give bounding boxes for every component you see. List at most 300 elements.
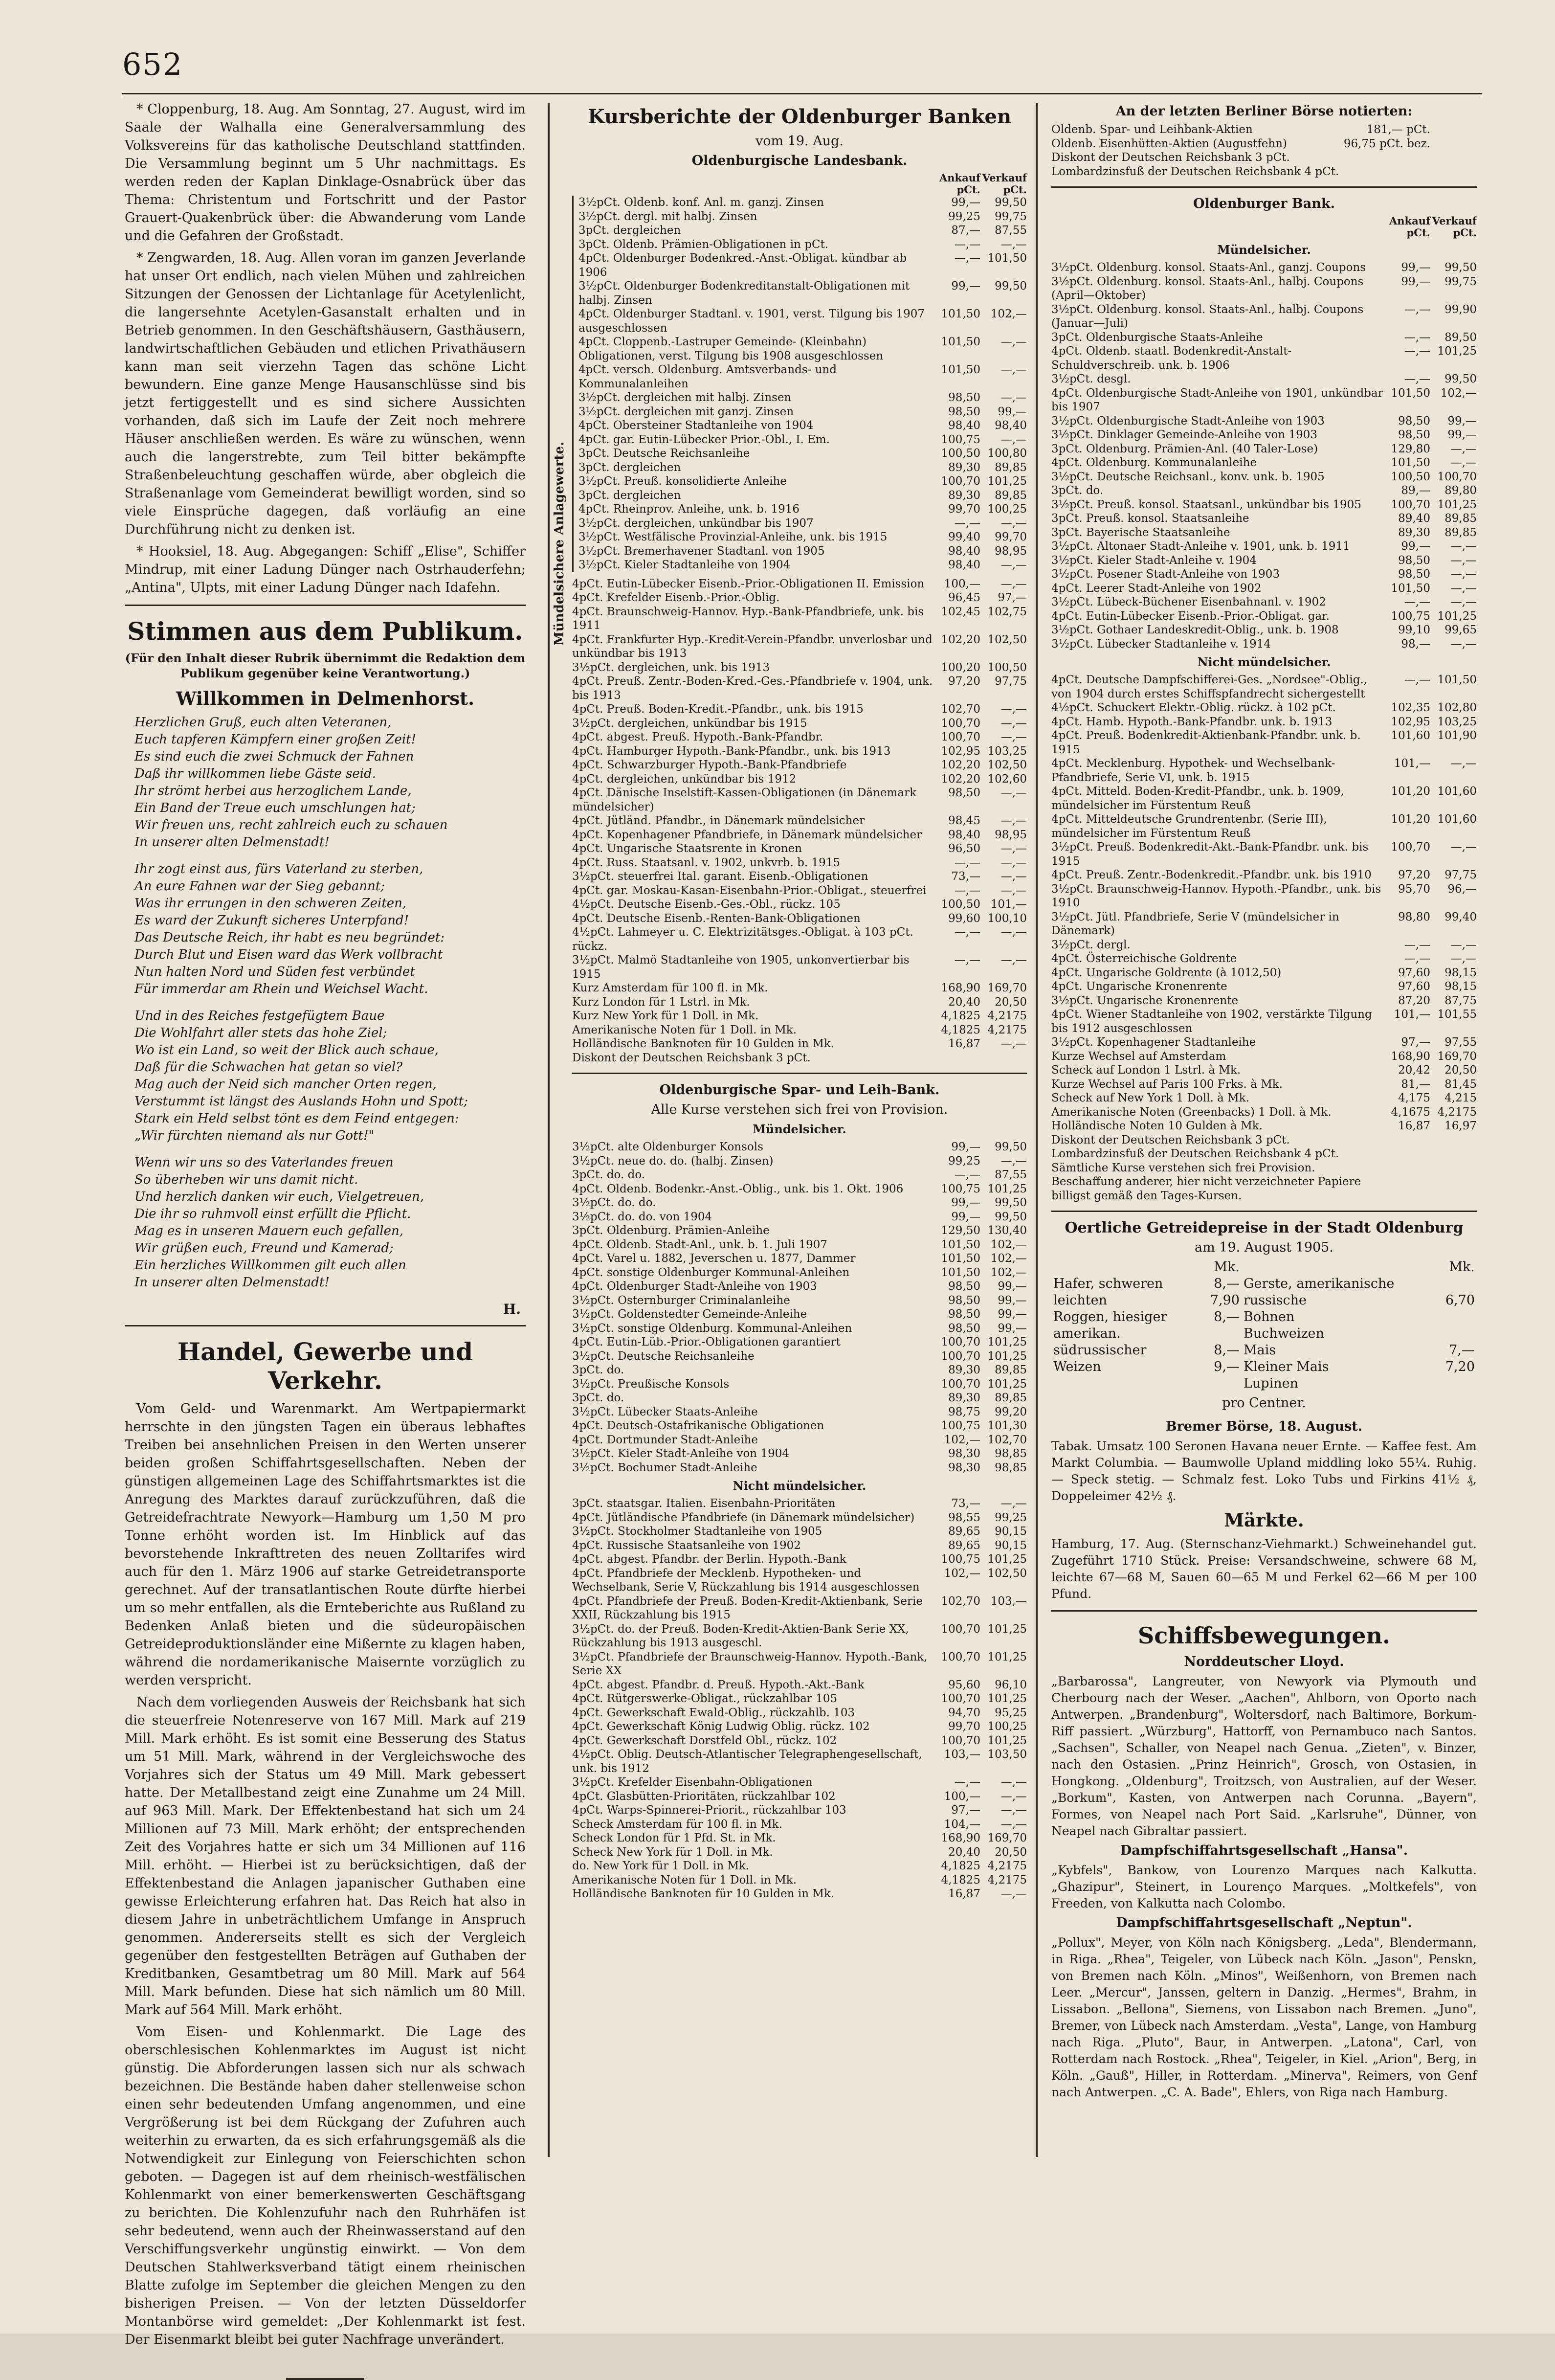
rate-row	[1051, 812, 1477, 840]
nicht-label: Nicht mündelsicher.	[733, 1479, 866, 1493]
rate-sell: —,—	[1000, 884, 1027, 897]
rate-row	[572, 870, 1027, 884]
grain-price	[1429, 1309, 1477, 1325]
rates-title: Kursberichte der Oldenburger Banken	[587, 105, 1012, 128]
rate-sell: 103,25	[1437, 715, 1477, 728]
rate-row	[572, 1196, 1027, 1210]
rate-label: 4pCt. Oldenburgische Stadt-Anleihe von 1901, unkündbar bis 1907	[1051, 386, 1383, 413]
rate-row	[1051, 1008, 1477, 1035]
grain-row	[1051, 1342, 1477, 1359]
rate-sell: —,—	[1000, 856, 1027, 869]
rate-buy: 100,70	[941, 1377, 980, 1391]
rate-row	[572, 1594, 1027, 1622]
rate-row	[1051, 729, 1477, 757]
rate-buy: 100,75	[941, 433, 980, 446]
rate-sell: 99,50	[1444, 261, 1477, 274]
rate-label: 4pCt. Gewerkschaft Ewald-Oblig., rückzahlb. 103	[572, 1706, 855, 1719]
rate-label: 3½pCt. neue do. do. (halbj. Zinsen)	[572, 1154, 774, 1168]
grain-col	[1051, 1259, 1194, 1276]
rate-sell: 99,65	[1444, 624, 1477, 636]
rate-buy: 101,50	[1391, 386, 1430, 400]
rate-sell: 89,85	[1444, 526, 1477, 539]
rate-row	[578, 363, 1027, 391]
rate-sell: 102,50	[987, 633, 1027, 646]
rate-sell: 103,25	[987, 744, 1027, 758]
rate-sell: 97,75	[1444, 869, 1477, 881]
trade-title: Handel, Gewerbe und Verkehr.	[177, 1337, 473, 1395]
rate-sell	[1430, 1133, 1477, 1147]
rate-buy: 98,50	[948, 786, 980, 799]
rate-sell: 4,215	[1444, 1092, 1477, 1104]
rate-row	[572, 730, 1027, 744]
rate-label: Diskont der Deutschen Reichsbank 3 pCt.	[1051, 1133, 1290, 1146]
rate-label: 4pCt. gar. Moskau-Kasan-Eisenbahn-Prior.-Obligat., steuerfrei	[572, 884, 927, 897]
rate-row	[1051, 582, 1477, 596]
rate-label: 3½pCt. Braunschweig-Hannov. Hypoth.-Pfandbr., unk. bis 1910	[1051, 882, 1381, 909]
rate-row	[1051, 456, 1477, 470]
rate-sell: —,—	[1000, 814, 1027, 827]
rate-row	[1051, 512, 1477, 526]
rate-sell: —,—	[1450, 540, 1477, 553]
rate-row	[572, 786, 1027, 814]
rates-header	[1051, 215, 1477, 239]
rate-row	[572, 1238, 1027, 1252]
rate-label: 4pCt. Preuß. Boden-Kredit.-Pfandbr., unk. bis 1915	[572, 703, 864, 716]
rate-buy: 98,—	[1401, 637, 1430, 651]
rate-sell: 98,15	[1444, 980, 1477, 993]
rate-buy: 168,90	[941, 982, 980, 994]
grain-price	[1429, 1325, 1477, 1342]
rate-label: 4pCt. Warps-Spinnerei-Priorit., rückzahlbar 103	[572, 1804, 846, 1817]
grain-title: Oertliche Getreidepreise in der Stadt Oldenburg	[1065, 1219, 1464, 1236]
rates-table-5	[1051, 261, 1477, 651]
header-buy: Ankauf pCt.	[939, 172, 980, 196]
rate-buy: 101,50	[941, 1238, 980, 1251]
paragraph: * Hooksiel, 18. Aug. Abgegangen: Schiff „Elise", Schiffer Mindrup, mit einer Ladung Dünger nach Ostrhauderfehn; „Antina", Ulpts, mit einer Ladung Dünger nach Idafehn.	[125, 544, 526, 595]
rate-row	[572, 842, 1027, 856]
grain-label: Buchweizen	[1243, 1326, 1325, 1341]
trade-news	[125, 1400, 526, 2349]
rate-buy: —,—	[1404, 373, 1430, 385]
rate-label: 3½pCt. Jütl. Pfandbriefe, Serie V (mündelsicher in Dänemark)	[1051, 910, 1339, 937]
grain-label: südrussischer	[1053, 1343, 1147, 1358]
rate-sell: —,—	[1450, 568, 1477, 581]
rate-label: 3½pCt. dergleichen mit halbj. Zinsen	[578, 391, 792, 404]
rate-label: 3pCt. do. do.	[572, 1168, 645, 1181]
rate-buy: 89,30	[948, 1364, 980, 1376]
rate-buy: 20,40	[948, 995, 980, 1009]
rate-buy: —,—	[1404, 952, 1430, 965]
rate-buy: 99,—	[951, 1196, 980, 1209]
rate-label: Kurze Wechsel auf Paris 100 Frks. à Mk.	[1051, 1078, 1283, 1091]
rate-label: 3½pCt. Deutsche Reichsanleihe	[572, 1349, 755, 1363]
rate-row	[572, 1818, 1027, 1832]
rate-buy: 98,50	[948, 1322, 980, 1335]
rate-label: Holländische Noten 10 Gulden à Mk.	[1051, 1120, 1263, 1132]
rate-label: 3½pCt. dergleichen, unkündbar bis 1915	[572, 717, 807, 730]
rate-row	[1051, 498, 1477, 512]
rate-row	[572, 1511, 1027, 1525]
grain-label: Kleiner Mais	[1243, 1359, 1329, 1374]
rate-row	[578, 489, 1027, 503]
rate-row	[578, 405, 1027, 419]
rate-label: 4pCt. Preuß. Bodenkredit-Aktienbank-Pfandbr. unk. b. 1915	[1051, 729, 1361, 756]
grain-price	[1429, 1276, 1477, 1292]
grain-price: 8,—	[1214, 1343, 1240, 1358]
rate-label: Scheck auf London 1 Lstrl. à Mk.	[1051, 1064, 1241, 1077]
rate-label: 4pCt. Pfandbriefe der Preuß. Boden-Kredit-Aktienbank, Serie XXII, Rückzahlung bis 1915	[572, 1594, 923, 1621]
rate-buy: 98,50	[948, 1294, 980, 1307]
rate-row	[1051, 372, 1477, 386]
rate-label: 4pCt. Frankfurter Hyp.-Kredit-Verein-Pfandbr. unverlosbar und unkündbar bis 1913	[572, 633, 933, 660]
rate-buy: 89,30	[948, 461, 980, 474]
rate-label: 4pCt. Oldenburger Stadt-Anleihe von 1903	[572, 1280, 817, 1293]
rate-row	[578, 461, 1027, 475]
rate-sell: 101,25	[987, 1182, 1027, 1195]
rate-row	[572, 1497, 1027, 1511]
rate-sell: 100,25	[987, 503, 1027, 516]
rate-buy: 168,90	[1391, 1050, 1430, 1063]
rate-buy: 4,1825	[941, 1010, 980, 1022]
rate-buy: 100,75	[941, 1182, 980, 1195]
rate-sell: 4,2175	[987, 1873, 1027, 1886]
grain-label: russische	[1243, 1293, 1307, 1308]
rate-row	[572, 1845, 1027, 1860]
rate-sell: 98,95	[995, 828, 1027, 841]
rate-row	[578, 307, 1027, 335]
rate-buy: 101,50	[941, 308, 980, 320]
voices-title: Stimmen aus dem Publikum.	[127, 617, 523, 646]
rate-buy: 129,80	[1391, 442, 1430, 455]
rate-label: 4pCt. Eutin-Lübecker Eisenb.-Prior.-Obligat. gar.	[1051, 609, 1330, 623]
rate-row	[572, 1009, 1027, 1023]
rate-label: Kurz London für 1 Lstrl. in Mk.	[572, 995, 750, 1009]
rate-buy: 101,50	[941, 336, 980, 348]
rate-label: 4pCt. Cloppenb.-Lastruper Gemeinde- (Kleinbahn) Obligationen, verst. Tilgung bis 1908 ausgeschlossen	[578, 336, 884, 362]
rate-label: 4pCt. Pfandbriefe der Mecklenb. Hypotheken- und Wechselbank, Serie V, Rückzahlung bis 1914 ausgeschlossen	[572, 1567, 920, 1594]
rate-row	[1051, 1147, 1477, 1161]
rate-row	[572, 1405, 1027, 1419]
rate-label: 3½pCt. Posener Stadt-Anleihe von 1903	[1051, 568, 1280, 581]
rate-label: 3½pCt. dergleichen, unk. bis 1913	[572, 661, 770, 674]
rate-sell: 102,50	[987, 1567, 1027, 1580]
rate-sell: —,—	[1000, 391, 1027, 404]
rate-row	[1051, 137, 1477, 151]
grain-row	[1051, 1276, 1477, 1292]
rate-buy: —,—	[954, 238, 980, 251]
rate-buy: —,—	[1404, 331, 1430, 344]
rate-buy: 101,50	[941, 363, 980, 376]
rate-buy: 100,50	[941, 898, 980, 911]
rate-label: 3½pCt. Preuß. Bodenkredit-Akt.-Bank-Pfandbr. unk. bis 1915	[1051, 841, 1369, 868]
rate-buy: 4,1825	[941, 1873, 980, 1886]
rate-buy: 102,20	[941, 759, 980, 771]
rates-header	[572, 172, 1027, 196]
rate-label: 3½pCt. steuerfrei Ital. garant. Eisenb.-Obligationen	[572, 870, 868, 883]
rate-buy: 101,50	[1391, 456, 1430, 469]
rate-sell: 20,50	[995, 995, 1027, 1009]
rate-row	[572, 758, 1027, 772]
rate-sell: 89,50	[1444, 331, 1477, 344]
rate-label: 3½pCt. Krefelder Eisenbahn-Obligationen	[572, 1776, 813, 1789]
rate-sell: 99,25	[995, 1511, 1027, 1524]
rate-sell: —,—	[1000, 363, 1027, 376]
rate-buy: 73,—	[951, 870, 980, 883]
rate-label: 3½pCt. Altonaer Stadt-Anleihe v. 1901, unk. b. 1911	[1051, 540, 1350, 553]
voices-note: (Für den Inhalt dieser Rubrik übernimmt die Redaktion dem Publikum gegenüber keine Verantwortung.)	[125, 651, 526, 680]
rate-sell: 99,—	[998, 1308, 1027, 1321]
rate-buy: 100,70	[941, 1692, 980, 1705]
rate-buy: 101,50	[941, 1266, 980, 1279]
rate-sell: 99,70	[995, 531, 1027, 543]
rate-row	[1051, 840, 1477, 868]
rate-row	[572, 744, 1027, 759]
rate-buy: —,—	[1404, 596, 1430, 608]
rate-label: 4pCt. Oldenburger Stadtanl. v. 1901, verst. Tilgung bis 1907 ausgeschlossen	[578, 308, 925, 335]
rate-sell: 99,75	[1444, 275, 1477, 288]
rate-label: 4pCt. Deutsche Dampfschifferei-Ges. „Nordsee"-Oblig., von 1904 durch erstes Schiffspfandrecht sichergestellt	[1051, 674, 1368, 700]
rate-row	[1051, 442, 1477, 456]
rate-buy: 16,87	[948, 1887, 980, 1900]
rate-row	[578, 419, 1027, 433]
rate-row	[572, 814, 1027, 828]
rate-sell: 101,25	[1437, 498, 1477, 511]
rate-row	[572, 717, 1027, 731]
rate-label: 4pCt. Oldenb. Bodenkr.-Anst.-Oblig., unk. bis 1. Okt. 1906	[572, 1182, 904, 1195]
rate-sell: 101,25	[987, 1734, 1027, 1747]
rate-buy: 100,50	[1391, 470, 1430, 483]
rate-label: 3½pCt. Gothaer Landeskredit-Oblig., unk. b. 1908	[1051, 624, 1339, 636]
rate-row	[1051, 567, 1477, 582]
rate-sell: 99,50	[995, 280, 1027, 292]
rate-sell	[1430, 1175, 1477, 1203]
rate-label: Holländische Banknoten für 10 Gulden in Mk.	[572, 1037, 835, 1050]
rate-label: Scheck Amsterdam für 100 fl. in Mk.	[572, 1818, 782, 1831]
rate-sell: 100,50	[987, 661, 1027, 674]
rate-row	[578, 210, 1027, 224]
rate-buy: 100,50	[941, 447, 980, 460]
rate-row	[572, 1168, 1027, 1182]
rate-buy: 100,70	[941, 731, 980, 743]
grain-label: Bohnen	[1243, 1309, 1295, 1325]
grain-label: Gerste, amerikanische	[1243, 1276, 1395, 1291]
rate-label: 3½pCt. Ungarische Kronenrente	[1051, 994, 1239, 1007]
rate-buy: 99,10	[1398, 624, 1430, 636]
rate-label: 4pCt. Obersteiner Stadtanleihe von 1904	[578, 419, 814, 432]
rates-table-6	[1051, 673, 1477, 1203]
rate-label: 3½pCt. Lübecker Stadtanleihe v. 1914	[1051, 637, 1271, 651]
rate-row	[572, 1182, 1027, 1196]
rate-buy: 98,50	[948, 1308, 980, 1321]
rate-buy: 97,20	[1398, 869, 1430, 881]
rate-label: 3pCt. dergleichen	[578, 224, 681, 237]
rate-sell: —,—	[1000, 336, 1027, 348]
rate-row	[1051, 1091, 1477, 1105]
rate-sell: 99,50	[1444, 373, 1477, 385]
rate-sell: 99,—	[1447, 428, 1477, 441]
rate-buy: 100,70	[941, 1336, 980, 1348]
rate-buy: 89,30	[948, 489, 980, 502]
rate-row	[572, 1859, 1027, 1873]
rate-buy: 98,50	[1398, 414, 1430, 427]
rate-row	[572, 1363, 1027, 1377]
rate-row	[1051, 484, 1477, 498]
rate-label: Amerikanische Noten (Greenbacks) 1 Doll. à Mk.	[1051, 1105, 1332, 1119]
poem-title: Willkommen in Delmenhorst.	[176, 688, 474, 709]
rate-buy: 89,65	[948, 1525, 980, 1538]
rate-row	[1051, 1063, 1477, 1078]
rate-buy: 100,20	[941, 661, 980, 674]
rate-label: Lombardzinsfuß der Deutschen Reichsbank 4 pCt.	[1051, 165, 1339, 178]
rate-sell: 90,15	[995, 1525, 1027, 1538]
rate-row	[1051, 1105, 1477, 1120]
rate-sell	[1430, 151, 1477, 165]
rate-label: Scheck New York für 1 Doll. in Mk.	[572, 1845, 773, 1859]
rate-sell: —,—	[1000, 717, 1027, 730]
rate-label: Lombardzinsfuß der Deutschen Reichsbank 4 pCt.	[1051, 1147, 1339, 1160]
rate-row	[1051, 595, 1477, 609]
grain-label	[1051, 1375, 1194, 1392]
rate-buy: 96,50	[948, 842, 980, 855]
rate-row	[572, 1349, 1027, 1364]
rate-sell: 89,85	[995, 461, 1027, 474]
poem-stanza: Wenn wir uns so des Vaterlandes freuen So überheben wir uns damit nicht. Und herzlich danken wir euch, Vielgetreuen, Die ihr so ruhmvoll einst erfüllt die Pflicht. Mag es in unseren Mauern euch gefallen, Wir grüßen euch, Freund und Kamerad; Ein herzliches Willkommen gilt euch allen In unserer alten Delmenstadt!	[134, 1155, 424, 1290]
rate-row	[572, 1775, 1027, 1790]
rate-sell: 101,55	[1437, 1008, 1477, 1021]
paragraph: * Zengwarden, 18. Aug. Allen voran im ganzen Jeverlande hat unser Ort endlich, nach vielen Mühen und zahlreichen Sitzungen der Genossen der Lichtanlage für Acetylenlicht, die langersehnte Acetylen-Gasanstalt erhalten und in Betrieb genommen. In den Geschäftshäusern, Gasthäusern, landwirtschaftlichen Gebäuden und etlichen Privathäusern kann man seit vierzehn Tagen das schöne Licht bewundern. Eine ganze Menge Hausanschlüsse sind bis jetzt fertiggestellt und es sind sichere Aussichten vorhanden, daß sich im Laufe der Zeit noch mehrere Häuser anschließen werden. Es wäre zu wünschen, wenn auch die langerstrebte, zum Teil bitter bekämpfte Straßenbeleuchtung geschaffen würde, aber obgleich die Straßenanlage vom Gemeinderat bewilligt worden, sind so viele Einsprüche dagegen, daß vorläufig an eine Durchführung nicht zu denken ist.	[125, 250, 526, 537]
grain-row	[1051, 1359, 1477, 1375]
rate-sell: 89,85	[1444, 512, 1477, 525]
mundel-label: Mündelsicher.	[753, 1122, 846, 1136]
rate-row	[1051, 1035, 1477, 1050]
rate-row	[572, 1734, 1027, 1748]
rate-label: 4pCt. Deutsch-Ostafrikanische Obligationen	[572, 1419, 824, 1432]
rate-row	[572, 702, 1027, 717]
rate-sell	[1430, 1161, 1477, 1175]
grain-table	[1051, 1259, 1477, 1392]
rate-sell: 99,50	[995, 1196, 1027, 1209]
rate-buy: 4,1675	[1391, 1105, 1430, 1119]
rate-sell: 99,20	[995, 1405, 1027, 1418]
rate-sell: 169,70	[987, 982, 1027, 994]
poem-stanza: Herzlichen Gruß, euch alten Veteranen, Euch tapferen Kämpfern einer großen Zeit! Es sind euch die zwei Schmuck der Fahnen Daß ihr willkommen liebe Gäste seid. Ihr strömt herbei aus herzoglichem Lande, Ein Band der Treue euch umschlungen hat; Wir freuen uns, recht zahlreich euch zu schauen In unserer alten Delmenstadt!	[134, 715, 448, 850]
rate-sell	[1430, 123, 1477, 137]
rate-label: 3pCt. dergleichen	[578, 461, 681, 474]
rate-label: 4pCt. Gewerkschaft Dorstfeld Obl., rückz. 102	[572, 1734, 837, 1747]
rate-label: 4pCt. Krefelder Eisenb.-Prior.-Oblig.	[572, 591, 780, 604]
rate-row	[572, 1678, 1027, 1692]
rate-label: 3½pCt. Lübeck-Büchener Eisenbahnanl. v. 1902	[1051, 596, 1326, 608]
rate-buy: —,—	[1404, 674, 1430, 686]
rate-buy: 98,40	[948, 544, 980, 558]
rate-buy: 98,50	[948, 1280, 980, 1293]
neptun-text: „Pollux", Meyer, von Köln nach Königsberg. „Leda", Blendermann, in Riga. „Rhea", Teigeler, von Lübeck nach Köln. „Jason", Penskn, von Bremen nach Köln. „Minos", Weißenhorn, von Bremen nach Leer. „Mercur", Janssen, geltern in Danzig. „Hermes", Brahm, in Lissabon. „Bellona", Siemens, von Lissabon nach Bremen. „Juno", Bremer, von Lübeck nach Amsterdam. „Vesta", Lange, von Hamburg nach Riga. „Pluto", Baur, in Antwerpen. „Latona", Carl, von Rotterdam nach Rostock. „Rhea", Teigeler, in Kiel. „Arion", Berg, in Köln. „Gauß", Hiller, in Rotterdam. „Minerva", Reimers, von Genf nach Antwerpen. „C. A. Bade", Ehlers, von Riga nach Hamburg.	[1051, 1935, 1477, 2099]
rate-buy: —,—	[954, 1776, 980, 1789]
rates-table-3	[572, 1140, 1027, 1475]
rate-buy: 100,70	[941, 717, 980, 730]
rate-row	[1051, 539, 1477, 554]
rate-buy: 98,40	[948, 559, 980, 571]
rate-sell: —,—	[1000, 731, 1027, 743]
rate-label: 4pCt. Rütgerswerke-Obligat., rückzahlbar 105	[572, 1692, 838, 1705]
rate-sell: 16,97	[1444, 1120, 1477, 1132]
page-number: 652	[122, 46, 183, 82]
rate-row	[572, 1831, 1027, 1845]
rate-sell: 103,50	[987, 1748, 1027, 1761]
rate-buy	[1344, 165, 1430, 179]
rate-sell: 100,70	[1437, 470, 1477, 483]
rate-label: 3½pCt. desgl.	[1051, 373, 1131, 385]
rate-label: 3½pCt. Oldenb. konf. Anl. m. ganzj. Zinsen	[578, 196, 824, 209]
rate-row	[1051, 1078, 1477, 1092]
rate-label: 4pCt. Preuß. Zentr.-Boden-Kred.-Ges.-Pfandbriefe v. 1904, unk. bis 1913	[572, 675, 933, 702]
rate-row	[1051, 1050, 1477, 1064]
rate-row	[572, 828, 1027, 842]
rate-row	[1051, 910, 1477, 938]
rate-buy: 81,—	[1401, 1078, 1430, 1091]
rate-buy: 98,55	[948, 1511, 980, 1524]
rates-table-1	[578, 196, 1027, 572]
rate-label: 4pCt. Dänische Inselstift-Kassen-Obligationen (in Dänemark mündelsicher)	[572, 786, 917, 813]
rate-label: 3½pCt. dergl.	[1051, 938, 1131, 951]
rate-buy: 100,75	[1391, 609, 1430, 623]
rate-label: 4pCt. Eutin-Lüb.-Prior.-Obligationen garantiert	[572, 1336, 841, 1348]
rate-label: 3pCt. Bayerische Staatsanleihe	[1051, 526, 1230, 539]
rate-row	[1051, 609, 1477, 624]
rate-sell: 98,40	[995, 419, 1027, 432]
rate-label: 4pCt. Hamburger Hypoth.-Bank-Pfandbr., unk. bis 1913	[572, 744, 891, 758]
rate-row	[1051, 261, 1477, 275]
rate-buy	[1384, 1161, 1430, 1175]
rate-buy: 99,70	[948, 1720, 980, 1733]
rate-row	[572, 1706, 1027, 1720]
rate-label: 4pCt. Oldenburg. Kommunalanleihe	[1051, 456, 1257, 469]
rate-label: do. New York für 1 Doll. in Mk.	[572, 1860, 750, 1872]
rate-row	[572, 1266, 1027, 1280]
rate-sell: 102,75	[987, 605, 1027, 618]
rate-label: 3pCt. Deutsche Reichsanleihe	[578, 447, 750, 460]
rate-buy: 100,70	[941, 1734, 980, 1747]
rate-label: Holländische Banknoten für 10 Gulden in Mk.	[572, 1887, 835, 1900]
rate-sell: 98,85	[995, 1461, 1027, 1474]
rate-row	[1051, 623, 1477, 637]
rate-buy: 97,60	[1398, 980, 1430, 993]
rate-row	[572, 1790, 1027, 1804]
rate-row	[1051, 966, 1477, 980]
rate-row	[572, 1280, 1027, 1294]
rate-sell: —,—	[1000, 954, 1027, 966]
rate-buy: 100,—	[944, 1790, 980, 1803]
rate-label: 4pCt. Jütländische Pfandbriefe (in Dänemark mündelsicher)	[572, 1511, 915, 1524]
rate-sell: 99,—	[998, 1294, 1027, 1307]
rate-buy: 100,75	[941, 1419, 980, 1432]
rate-buy: —,—	[954, 856, 980, 869]
rate-row	[1051, 526, 1477, 540]
rate-label: 4pCt. abgest. Pfandbr. der Berlin. Hypoth.-Bank	[572, 1553, 846, 1566]
markets-title: Märkte.	[1224, 1509, 1304, 1531]
rate-label: 3½pCt. Kieler Stadt-Anleihe von 1904	[572, 1447, 789, 1460]
rate-label: 3½pCt. dergl. mit halbj. Zinsen	[578, 210, 757, 223]
rate-row	[572, 1720, 1027, 1734]
rate-row	[1051, 303, 1477, 331]
rate-buy: 94,70	[948, 1706, 980, 1719]
rate-row	[1051, 868, 1477, 882]
poem-stanza: Ihr zogt einst aus, fürs Vaterland zu sterben, An eure Fahnen war der Sieg gebannt; Was ihr errungen in den schweren Zeiten, Es ward der Zukunft sicheres Unterpfand! Das Deutsche Reich, ihr habt es neu begründet: Durch Blut und Eisen ward das Werk vollbracht Nun halten Nord und Süden fest verbündet Für immerdar am Rhein und Weichsel Wacht.	[134, 862, 445, 996]
rate-buy: 100,75	[941, 1553, 980, 1566]
rate-label: 4pCt. Ungarische Staatsrente in Kronen	[572, 842, 802, 855]
rate-row	[572, 1887, 1027, 1901]
rate-row	[578, 279, 1027, 307]
